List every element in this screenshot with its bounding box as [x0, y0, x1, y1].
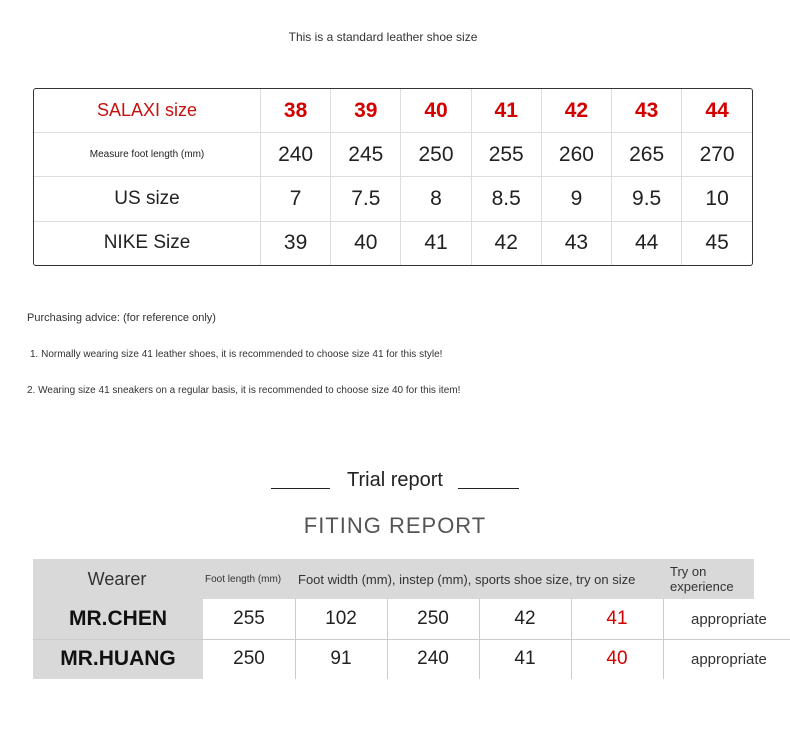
size-cell: 41: [401, 221, 471, 265]
header-experience: Try on experience: [670, 564, 734, 594]
size-cell: 44: [682, 89, 752, 133]
size-row-nike: [34, 221, 752, 265]
size-row-foot-length: [34, 133, 752, 177]
size-cell: 7: [261, 177, 331, 221]
size-row-salaxi: [34, 89, 752, 133]
title-rule-right: [458, 488, 519, 489]
size-cell: 7.5: [331, 177, 401, 221]
table-row: [33, 639, 790, 679]
size-cell: 41: [471, 89, 541, 133]
size-chart-table: [33, 88, 753, 266]
header-foot-length: Foot length (mm): [205, 573, 282, 585]
fitting-report-subtitle: FITING REPORT: [303, 513, 487, 538]
size-cell: 9: [541, 177, 611, 221]
page-subtitle: This is a standard leather shoe size: [288, 30, 478, 44]
row-label: SALAXI size: [34, 89, 261, 133]
size-cell: 40: [401, 89, 471, 133]
foot-width-cell: 102: [295, 599, 388, 639]
advice-title: Purchasing advice: (for reference only): [27, 312, 216, 324]
sports-size-cell: 41: [479, 639, 572, 679]
trial-report-title: Trial report: [347, 469, 443, 491]
sports-size-cell: 42: [479, 599, 572, 639]
size-cell: 245: [331, 133, 401, 177]
foot-width-cell: 91: [295, 639, 388, 679]
foot-length-cell: 255: [203, 599, 296, 639]
size-cell: 38: [261, 89, 331, 133]
size-cell: 43: [541, 221, 611, 265]
size-cell: 255: [471, 133, 541, 177]
table-row: [33, 599, 790, 640]
size-row-us: [34, 177, 752, 221]
size-cell: 240: [261, 133, 331, 177]
advice-item: 2. Wearing size 41 sneakers on a regular basis, it is recommended to choose size 40 for this item!: [27, 385, 461, 396]
size-cell: 39: [261, 221, 331, 265]
size-cell: 44: [612, 221, 682, 265]
size-cell: 8.5: [471, 177, 541, 221]
instep-cell: 250: [387, 599, 480, 639]
size-cell: 39: [331, 89, 401, 133]
size-cell: 9.5: [612, 177, 682, 221]
size-cell: 250: [401, 133, 471, 177]
experience-cell: appropriate: [691, 650, 767, 668]
fitting-table-body: [33, 599, 790, 679]
foot-length-cell: 250: [203, 639, 296, 679]
advice-item: 1. Normally wearing size 41 leather shoes, it is recommended to choose size 41 for this style!: [30, 349, 443, 360]
header-wearer: Wearer: [87, 568, 147, 589]
row-label: Measure foot length (mm): [34, 133, 261, 177]
size-cell: 45: [705, 231, 729, 255]
size-cell: 260: [541, 133, 611, 177]
fitting-table-header: [33, 559, 754, 599]
wearer-name: MR.HUANG: [60, 647, 176, 670]
wearer-name: MR.CHEN: [69, 607, 167, 630]
size-cell: 265: [612, 133, 682, 177]
size-cell: 40: [331, 221, 401, 265]
header-measurements: Foot width (mm), instep (mm), sports shoe size, try on size: [298, 571, 636, 587]
size-cell: 10: [682, 177, 752, 221]
row-label: NIKE Size: [34, 221, 261, 265]
instep-cell: 240: [387, 639, 480, 679]
experience-cell: appropriate: [691, 610, 767, 628]
try-size-cell: 40: [571, 639, 664, 679]
row-label: US size: [34, 177, 261, 221]
size-cell: 43: [612, 89, 682, 133]
try-size-cell: 41: [571, 599, 664, 639]
size-cell: 270: [682, 133, 752, 177]
size-cell: 8: [401, 177, 471, 221]
size-cell: 42: [471, 221, 541, 265]
size-cell: 42: [541, 89, 611, 133]
